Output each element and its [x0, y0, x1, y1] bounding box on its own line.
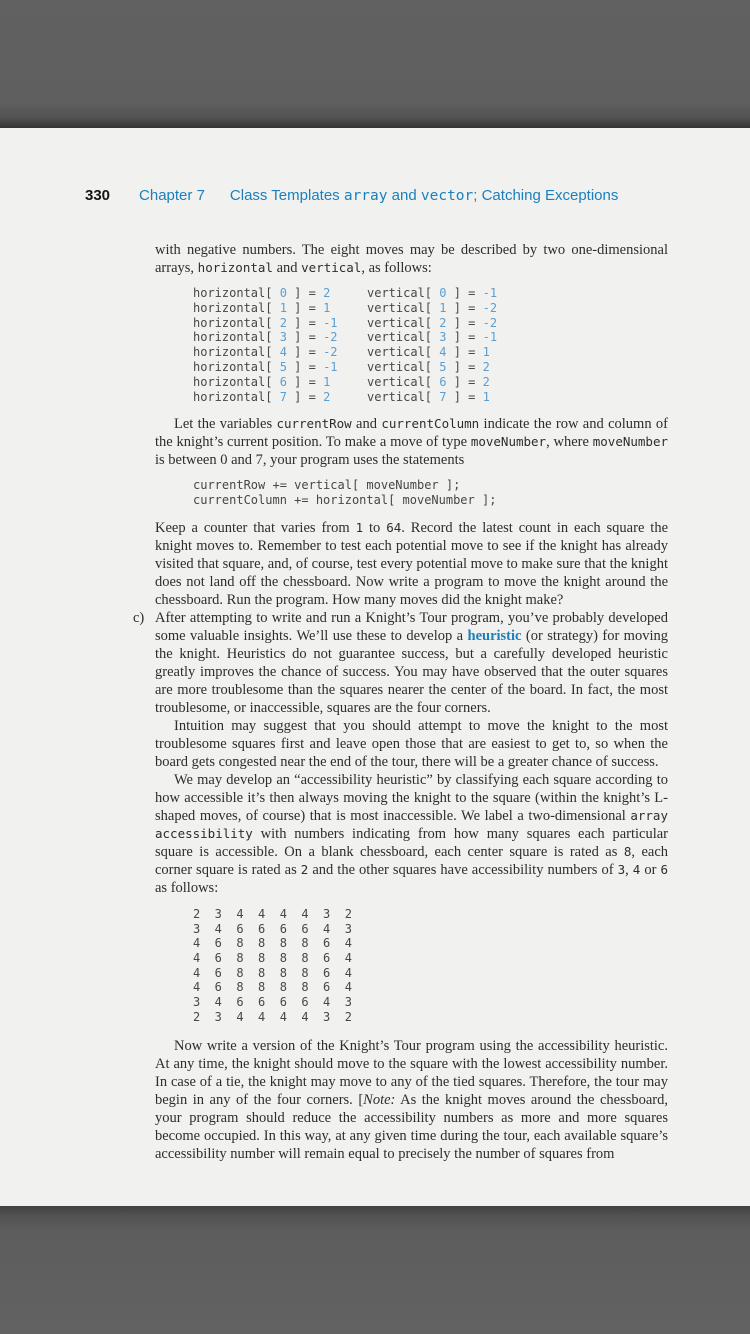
code-line — [193, 478, 668, 493]
code-line — [193, 390, 668, 405]
paragraph — [155, 241, 668, 277]
inline-code: currentColumn — [381, 416, 480, 432]
code-number: 2 — [323, 389, 331, 404]
code-number: 2 — [439, 315, 447, 330]
text-run: vertical[ — [367, 286, 440, 300]
text-run: Class Templates — [229, 187, 344, 204]
code-number: 1 — [482, 389, 490, 404]
code-column-left — [193, 390, 367, 405]
text-run: As the knight moves around the chessboard, your program should reduce the accessibility numbers as more and more squares become occupied. In this way, at any given time during the tour, each available square’s accessibility number will remain equal to precisely the number of squares from — [155, 1091, 668, 1162]
text-run: ] = — [446, 345, 483, 360]
code-number: -2 — [323, 345, 338, 360]
code-line — [193, 286, 668, 301]
matrix-row: 4 6 8 8 8 8 6 4 — [193, 965, 352, 980]
inline-code: 6 — [660, 861, 668, 877]
inline-code: 4 — [632, 861, 641, 877]
paragraph — [155, 717, 668, 771]
code-number: -2 — [482, 315, 498, 330]
inline-code: currentRow — [276, 416, 352, 432]
code-number: 0 — [279, 286, 287, 300]
code-line — [193, 493, 668, 508]
inline-code: 2 — [300, 861, 309, 877]
code-number: -1 — [323, 359, 338, 374]
text-run: Intuition may suggest that you should attempt to move the knight to the most troublesome squares first and leave open those that are easiest to get to, so when the board gets congested near the end of the tour, there will be a greater chance of success. — [155, 717, 668, 770]
text-run: horizontal[ — [193, 389, 280, 404]
text-run: , each corner square is rated as — [155, 843, 668, 878]
code-block — [155, 478, 668, 508]
text-run: or — [640, 861, 661, 878]
code-column-left — [193, 316, 367, 331]
keyword-highlight: heuristic — [467, 627, 522, 644]
text-run: Now write a version of the Knight’s Tour program using the accessibility heuristic. At any time, the knight should move to the square with the lowest accessibility number. In case of a tie, the knight may move to any of the tied squares. Therefore, the tour may begin in any of the four corners. [ — [155, 1037, 668, 1108]
text-run: ] = — [286, 286, 324, 300]
code-number: 3 — [439, 330, 447, 345]
text-run: After attempting to write and run a Knight’s Tour program, you’ve probably developed some valuable insights. We’ll use these to develop a — [155, 609, 668, 644]
text-run: ] = — [446, 389, 483, 404]
inline-code: moveNumber — [592, 434, 669, 450]
page-content — [133, 241, 669, 1163]
text-run: ] = — [286, 374, 324, 389]
text-run: horizontal[ — [193, 315, 280, 330]
text-run: vertical[ — [367, 315, 440, 330]
code-number: 4 — [439, 345, 447, 360]
chapter-title — [230, 187, 618, 204]
text-run: ] = — [446, 315, 483, 330]
inline-code: moveNumber — [470, 434, 547, 450]
code-number: 0 — [439, 286, 447, 300]
code-number: 7 — [439, 389, 447, 404]
text-run: with negative numbers. The eight moves may be described by two one-dimensional arrays, — [155, 242, 668, 276]
code-number: 1 — [439, 300, 447, 315]
text-run: indicate the row and column of the knight’s current position. To make a move of type — [155, 416, 668, 451]
inline-code: vertical — [301, 260, 362, 275]
text-run: Keep a counter that varies from — [155, 519, 356, 536]
code-number: 2 — [279, 315, 287, 330]
code-line — [193, 345, 668, 360]
code-column-left — [193, 286, 367, 301]
text-run: , where — [546, 434, 593, 451]
paragraph — [155, 519, 668, 609]
code-number: 1 — [323, 374, 331, 389]
text-run: We may develop an “accessibility heuristic” by classifying each square according to how accessible it’s then always moving the knight to the square (within the knight’s L-shaped moves, of course) that is most inaccessible. We label a two-dimensional — [155, 771, 668, 824]
text-run: horizontal[ — [193, 374, 280, 389]
code-column-left — [193, 345, 367, 360]
text-run: , — [625, 861, 633, 878]
code-number: -2 — [482, 300, 498, 315]
code-number: 3 — [279, 330, 287, 345]
code-column-left — [193, 360, 367, 375]
code-line — [193, 316, 668, 331]
text-run: horizontal[ — [193, 330, 280, 345]
text-run: vertical[ — [367, 374, 440, 389]
text-run: and the other squares have accessibility numbers of — [308, 861, 618, 878]
code-line — [193, 360, 668, 375]
code-number: 1 — [323, 300, 331, 315]
code-number: 4 — [279, 345, 287, 360]
inline-code: vector — [420, 188, 474, 204]
code-number: 5 — [279, 359, 287, 374]
text-run: ] = — [286, 330, 324, 345]
code-line — [193, 301, 668, 316]
code-number: 5 — [439, 359, 447, 374]
paragraph — [155, 1037, 668, 1163]
inline-code: 3 — [617, 861, 626, 877]
text-run: (or strategy) for moving the knight. Heuristics do not guarantee success, but a carefully developed heuristic greatly improves the chance of success. You may have observed that the outer squares are more troublesome than the squares nearer the center of the board. In fact, the most troublesome, or inaccessible, squares are the four corners. — [155, 627, 668, 716]
text-run: ] = — [446, 286, 483, 300]
text-run: with numbers indicating from how many squares each particular square is accessible. On a blank chessboard, each center square is rated as — [155, 825, 668, 860]
page-number: 330 — [85, 187, 111, 204]
text-run: ] = — [286, 359, 324, 374]
inline-code: 8 — [623, 843, 632, 859]
code-line — [193, 375, 668, 390]
code-number: 2 — [323, 286, 331, 300]
matrix-row: 3 4 6 6 6 6 4 3 — [193, 921, 352, 936]
code-number: 2 — [482, 359, 490, 374]
code-number: 2 — [482, 374, 490, 389]
text-run: ] = — [446, 330, 483, 345]
text-run: vertical[ — [367, 345, 440, 360]
inline-code: horizontal — [197, 260, 273, 275]
matrix-row: 2 3 4 4 4 4 3 2 — [193, 906, 352, 921]
text-run: is between 0 and 7, your program uses the statements — [155, 452, 465, 469]
paragraph — [155, 415, 668, 469]
code-line — [193, 330, 668, 345]
matrix-row: 4 6 8 8 8 8 6 4 — [193, 951, 352, 966]
text-run: ] = — [286, 300, 324, 315]
code-number: -1 — [482, 286, 498, 300]
text-run: to — [363, 519, 387, 536]
text-run: horizontal[ — [193, 359, 280, 374]
code-number: 6 — [279, 374, 287, 389]
page-header — [85, 187, 618, 204]
text-run: horizontal[ — [193, 300, 280, 315]
text-run: ] = — [446, 359, 483, 374]
text-run: ] = — [446, 300, 483, 315]
text-run: . Record the latest count in each square the knight moves to. Remember to test each potential move to see if the knight has already visited that square, and, of course, test every potential move to make sure that the knight does not land off the chessboard. Now write a program to move the knight around the chessboard. Run the program. How many moves did the knight make? — [155, 519, 669, 608]
list-item-label: c) — [133, 609, 145, 626]
text-run: horizontal[ — [193, 345, 280, 360]
reader-top-band — [0, 0, 750, 128]
text-run: ] = — [286, 315, 324, 330]
chapter-label: Chapter 7 — [139, 187, 205, 204]
text-run: and — [272, 260, 302, 276]
text-run: , as follows: — [361, 260, 432, 276]
code-block — [155, 286, 668, 404]
reader-bottom-band — [0, 1206, 750, 1334]
text-run: vertical[ — [367, 389, 440, 404]
text-run: Let the variables — [174, 416, 277, 433]
code-column-left — [193, 375, 367, 390]
text-run: ] = — [286, 389, 324, 404]
text-run: horizontal[ — [193, 286, 280, 300]
code-number: 1 — [482, 345, 490, 360]
text-run: vertical[ — [367, 330, 440, 345]
text-run: currentColumn += horizontal[ moveNumber ]; — [193, 493, 497, 508]
matrix-row: 2 3 4 4 4 4 3 2 — [193, 1009, 352, 1024]
inline-code: 1 — [355, 519, 364, 535]
code-number: -1 — [482, 330, 498, 345]
text-run: vertical[ — [367, 300, 440, 315]
code-column-left — [193, 330, 367, 345]
code-number: -2 — [323, 330, 338, 345]
text-run: and — [351, 416, 382, 433]
matrix-row: 4 6 8 8 8 8 6 4 — [193, 936, 352, 951]
text-run: ; Catching Exceptions — [473, 187, 619, 204]
matrix-row: 3 4 6 6 6 6 4 3 — [193, 995, 352, 1010]
paragraph — [155, 771, 668, 897]
book-page — [0, 128, 750, 1206]
code-number: 6 — [439, 374, 447, 389]
inline-code: 64 — [386, 519, 402, 535]
text-run: currentRow += vertical[ moveNumber ]; — [193, 478, 461, 493]
accessibility-matrix — [155, 907, 668, 1025]
text-run: and — [387, 187, 421, 204]
code-number: 7 — [279, 389, 287, 404]
inline-code: array accessibility — [155, 807, 668, 841]
code-column-left — [193, 301, 367, 316]
text-run: as follows: — [155, 879, 219, 896]
code-number: -1 — [323, 315, 338, 330]
italic-text: Note: — [363, 1091, 396, 1108]
code-number: 1 — [279, 300, 287, 315]
text-run: vertical[ — [367, 359, 440, 374]
matrix-row: 4 6 8 8 8 8 6 4 — [193, 980, 352, 995]
inline-code: array — [343, 188, 388, 204]
list-item — [133, 609, 668, 717]
text-run: ] = — [286, 345, 324, 360]
text-run: ] = — [446, 374, 483, 389]
